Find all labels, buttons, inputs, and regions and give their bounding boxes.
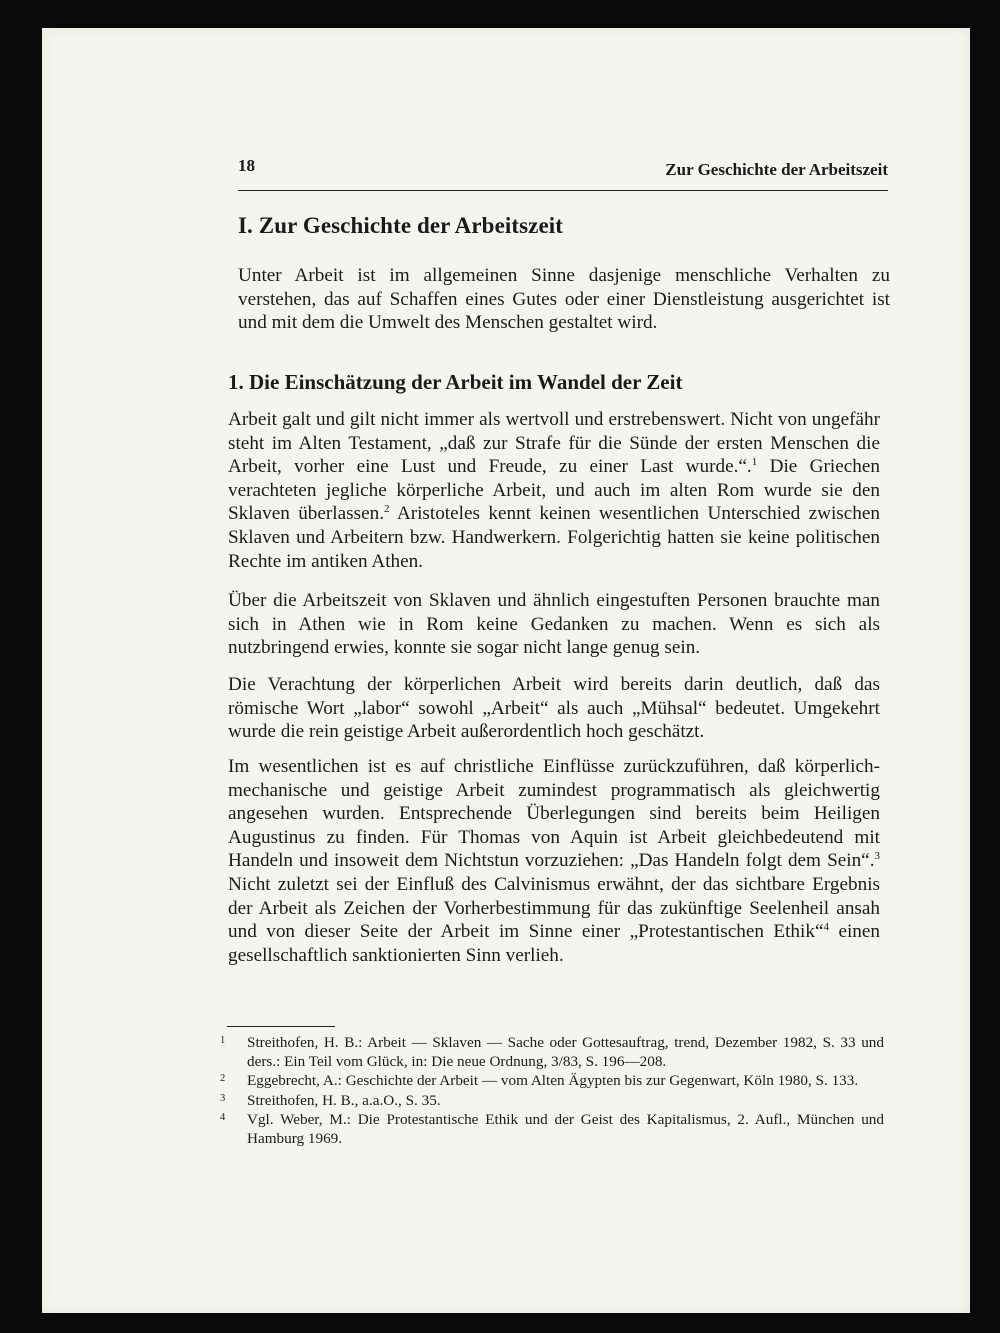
footnotes bbox=[220, 1034, 884, 1150]
footnote-number: 1 bbox=[220, 1035, 226, 1046]
footnote-number: 3 bbox=[220, 1092, 226, 1104]
footnote-3 bbox=[220, 1092, 884, 1111]
footnote-text: Eggebrecht, A.: Geschichte der Arbeit — vom Alten Ägypten bis zur Gegenwart, Köln 1980, S. 133. bbox=[247, 1072, 859, 1090]
body-paragraph-4: Im wesentlichen ist es auf christliche Einflüsse zurückzuführen, daß körperlich-mechanische und geistige Arbeit zumindest programmatisch als gleichwertig angesehen wurden. Entsprechende Überlegungen sind bereits beim Heiligen Augustinus zu finden. Für Thomas von Aquin ist Arbeit gleichbedeutend mit Handeln und insoweit dem Nichtstun vorzuziehen: „Das Handeln folgt dem Sein“.$^3$ Nicht zuletzt sei der Einfluß des Calvinismus erwähnt, der das sichtbare Ergebnis der Arbeit als Zeichen der Vorherbestimmung für das zukünftige Seelenheil ansah und von dieser Seite der Arbeit im Sinne einer „Protestantischen Ethik“$^4$ einen gesellschaftlich sanktionierten Sinn verlieh. bbox=[228, 756, 880, 966]
running-header bbox=[238, 154, 888, 188]
chapter-title: I. Zur Geschichte der Arbeitszeit bbox=[238, 213, 564, 238]
body-paragraph-2: Über die Arbeitszeit von Sklaven und ähnlich eingestuften Personen brauchte man sich in Athen wie in Rom keine Gedanken zu machen. Wenn es sich als nutzbringend erwies, konnte sie sogar nicht lange genug sein. bbox=[228, 590, 880, 659]
footnote-2 bbox=[220, 1072, 884, 1091]
body-paragraph-3: Die Verachtung der körperlichen Arbeit wird bereits darin deutlich, daß das römische Wort „labor“ sowohl „Arbeit“ als auch „Mühsal“ bedeutet. Umgekehrt wurde die rein geistige Arbeit außerordentlich hoch geschätzt. bbox=[228, 674, 880, 743]
book-page bbox=[42, 28, 970, 1313]
footnote-ref-2: 2 bbox=[384, 503, 390, 516]
body-paragraph-1: Arbeit galt und gilt nicht immer als wertvoll und erstrebenswert. Nicht von ungefähr steht im Alten Testament, „daß zur Strafe für die Sünde der ersten Menschen die Arbeit, vorher eine Lust und Freude, zu einer Last wurde.“.$^1$ Die Griechen verachteten jegliche körperliche Arbeit, und auch im alten Rom wurde sie den Sklaven überlassen.$^2$ Aristoteles kennt keinen wesentlichen Unterschied zwischen Sklaven und Arbeitern bzw. Handwerkern. Folgerichtig hatten sie keine politischen Rechte im antiken Athen. bbox=[228, 409, 880, 572]
footnote-divider bbox=[227, 1026, 335, 1027]
footnote-ref-1: 1 bbox=[751, 456, 758, 469]
header-divider bbox=[238, 190, 888, 191]
footnote-ref-3: 3 bbox=[874, 850, 880, 863]
footnote-number: 4 bbox=[220, 1112, 226, 1124]
footnote-1 bbox=[220, 1034, 884, 1071]
footnote-text: Streithofen, H. B.: Arbeit — Sklaven — Sache oder Gottesauftrag, trend, Dezember 1982, S. 33 und ders.: Ein Teil vom Glück, in: Die neue Ordnung, 3/83, S. 196—208. bbox=[247, 1034, 884, 1070]
intro-paragraph: Unter Arbeit ist im allgemeinen Sinne dasjenige menschliche Verhalten zu verstehen, das auf Schaffen eines Gutes oder einer Dienstleistung ausgerichtet ist und mit dem die Umwelt des Menschen gestaltet wird. bbox=[238, 265, 890, 334]
running-title: Zur Geschichte der Arbeitszeit bbox=[665, 160, 888, 179]
footnote-4 bbox=[220, 1111, 884, 1148]
footnote-ref-4: 4 bbox=[823, 921, 829, 934]
footnote-text: Vgl. Weber, M.: Die Protestantische Ethik und der Geist des Kapitalismus, 2. Aufl., München und Hamburg 1969. bbox=[247, 1111, 884, 1147]
page-number: 18 bbox=[238, 156, 255, 175]
section-title: 1. Die Einschätzung der Arbeit im Wandel der Zeit bbox=[228, 370, 683, 394]
footnote-number: 2 bbox=[220, 1073, 226, 1085]
footnote-text: Streithofen, H. B., a.a.O., S. 35. bbox=[247, 1091, 441, 1109]
